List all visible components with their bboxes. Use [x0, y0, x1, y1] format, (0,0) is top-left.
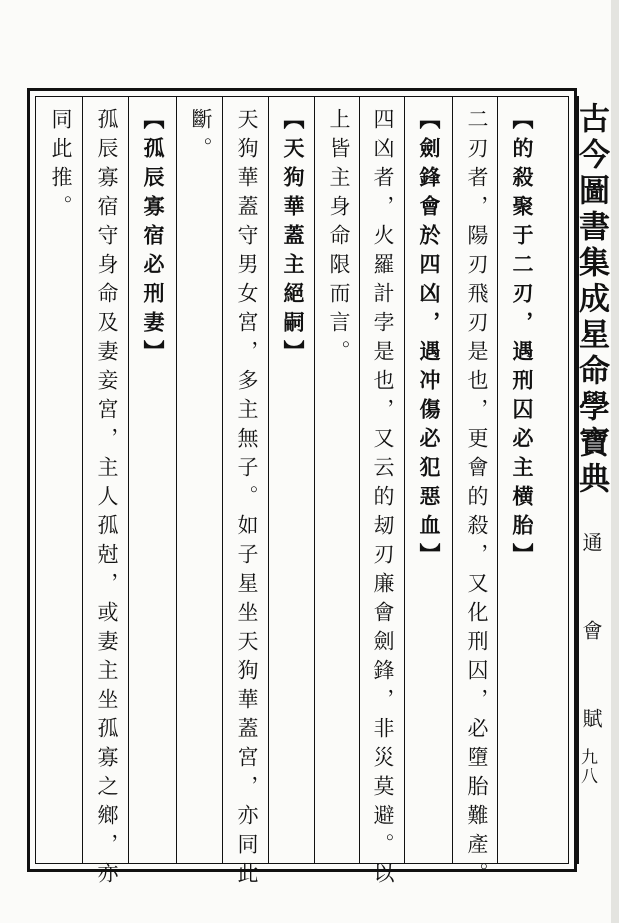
column-rule [452, 97, 453, 863]
verse-heading: 【孤辰寡宿必刑妻】 [141, 108, 166, 369]
column-rule [222, 97, 223, 863]
column-rule [404, 97, 405, 863]
chapter-title: 通 會 賦 [579, 532, 603, 750]
commentary-text: 四凶者，火羅計孛是也，又云的刼刃廉會劍鋒，非災莫避。以 [371, 108, 395, 891]
column-rule [268, 97, 269, 863]
column-rule [359, 97, 360, 863]
column-rule [82, 97, 83, 863]
commentary-text: 上皆主身命限而言。 [327, 108, 351, 369]
verse-heading: 【的殺聚于二刃，遇刑囚必主横胎】 [510, 108, 535, 572]
column-rule [497, 97, 498, 863]
commentary-text: 天狗華蓋守男女宮，多主無子。如子星坐天狗華蓋宮，亦同此 [235, 108, 259, 891]
commentary-text: 孤辰寡宿守身命及妻妾宮，主人孤尅，或妻主坐孤寡之鄉，亦 [95, 108, 119, 891]
page-number: 九八 [577, 748, 597, 786]
verse-heading: 【天狗華蓋主絕嗣】 [281, 108, 306, 369]
book-title: 古今圖書集成星命學寶典 [573, 102, 609, 498]
commentary-text: 二刃者，陽刃飛刃是也，更會的殺，又化刑囚，必墮胎難產。 [465, 108, 489, 891]
column-rule [314, 97, 315, 863]
commentary-text: 斷。 [189, 108, 213, 166]
column-rule [128, 97, 129, 863]
column-rule [176, 97, 177, 863]
commentary-text: 同此推。 [49, 108, 73, 224]
verse-heading: 【劍鋒會於四凶，遇冲傷必犯惡血】 [417, 108, 442, 572]
